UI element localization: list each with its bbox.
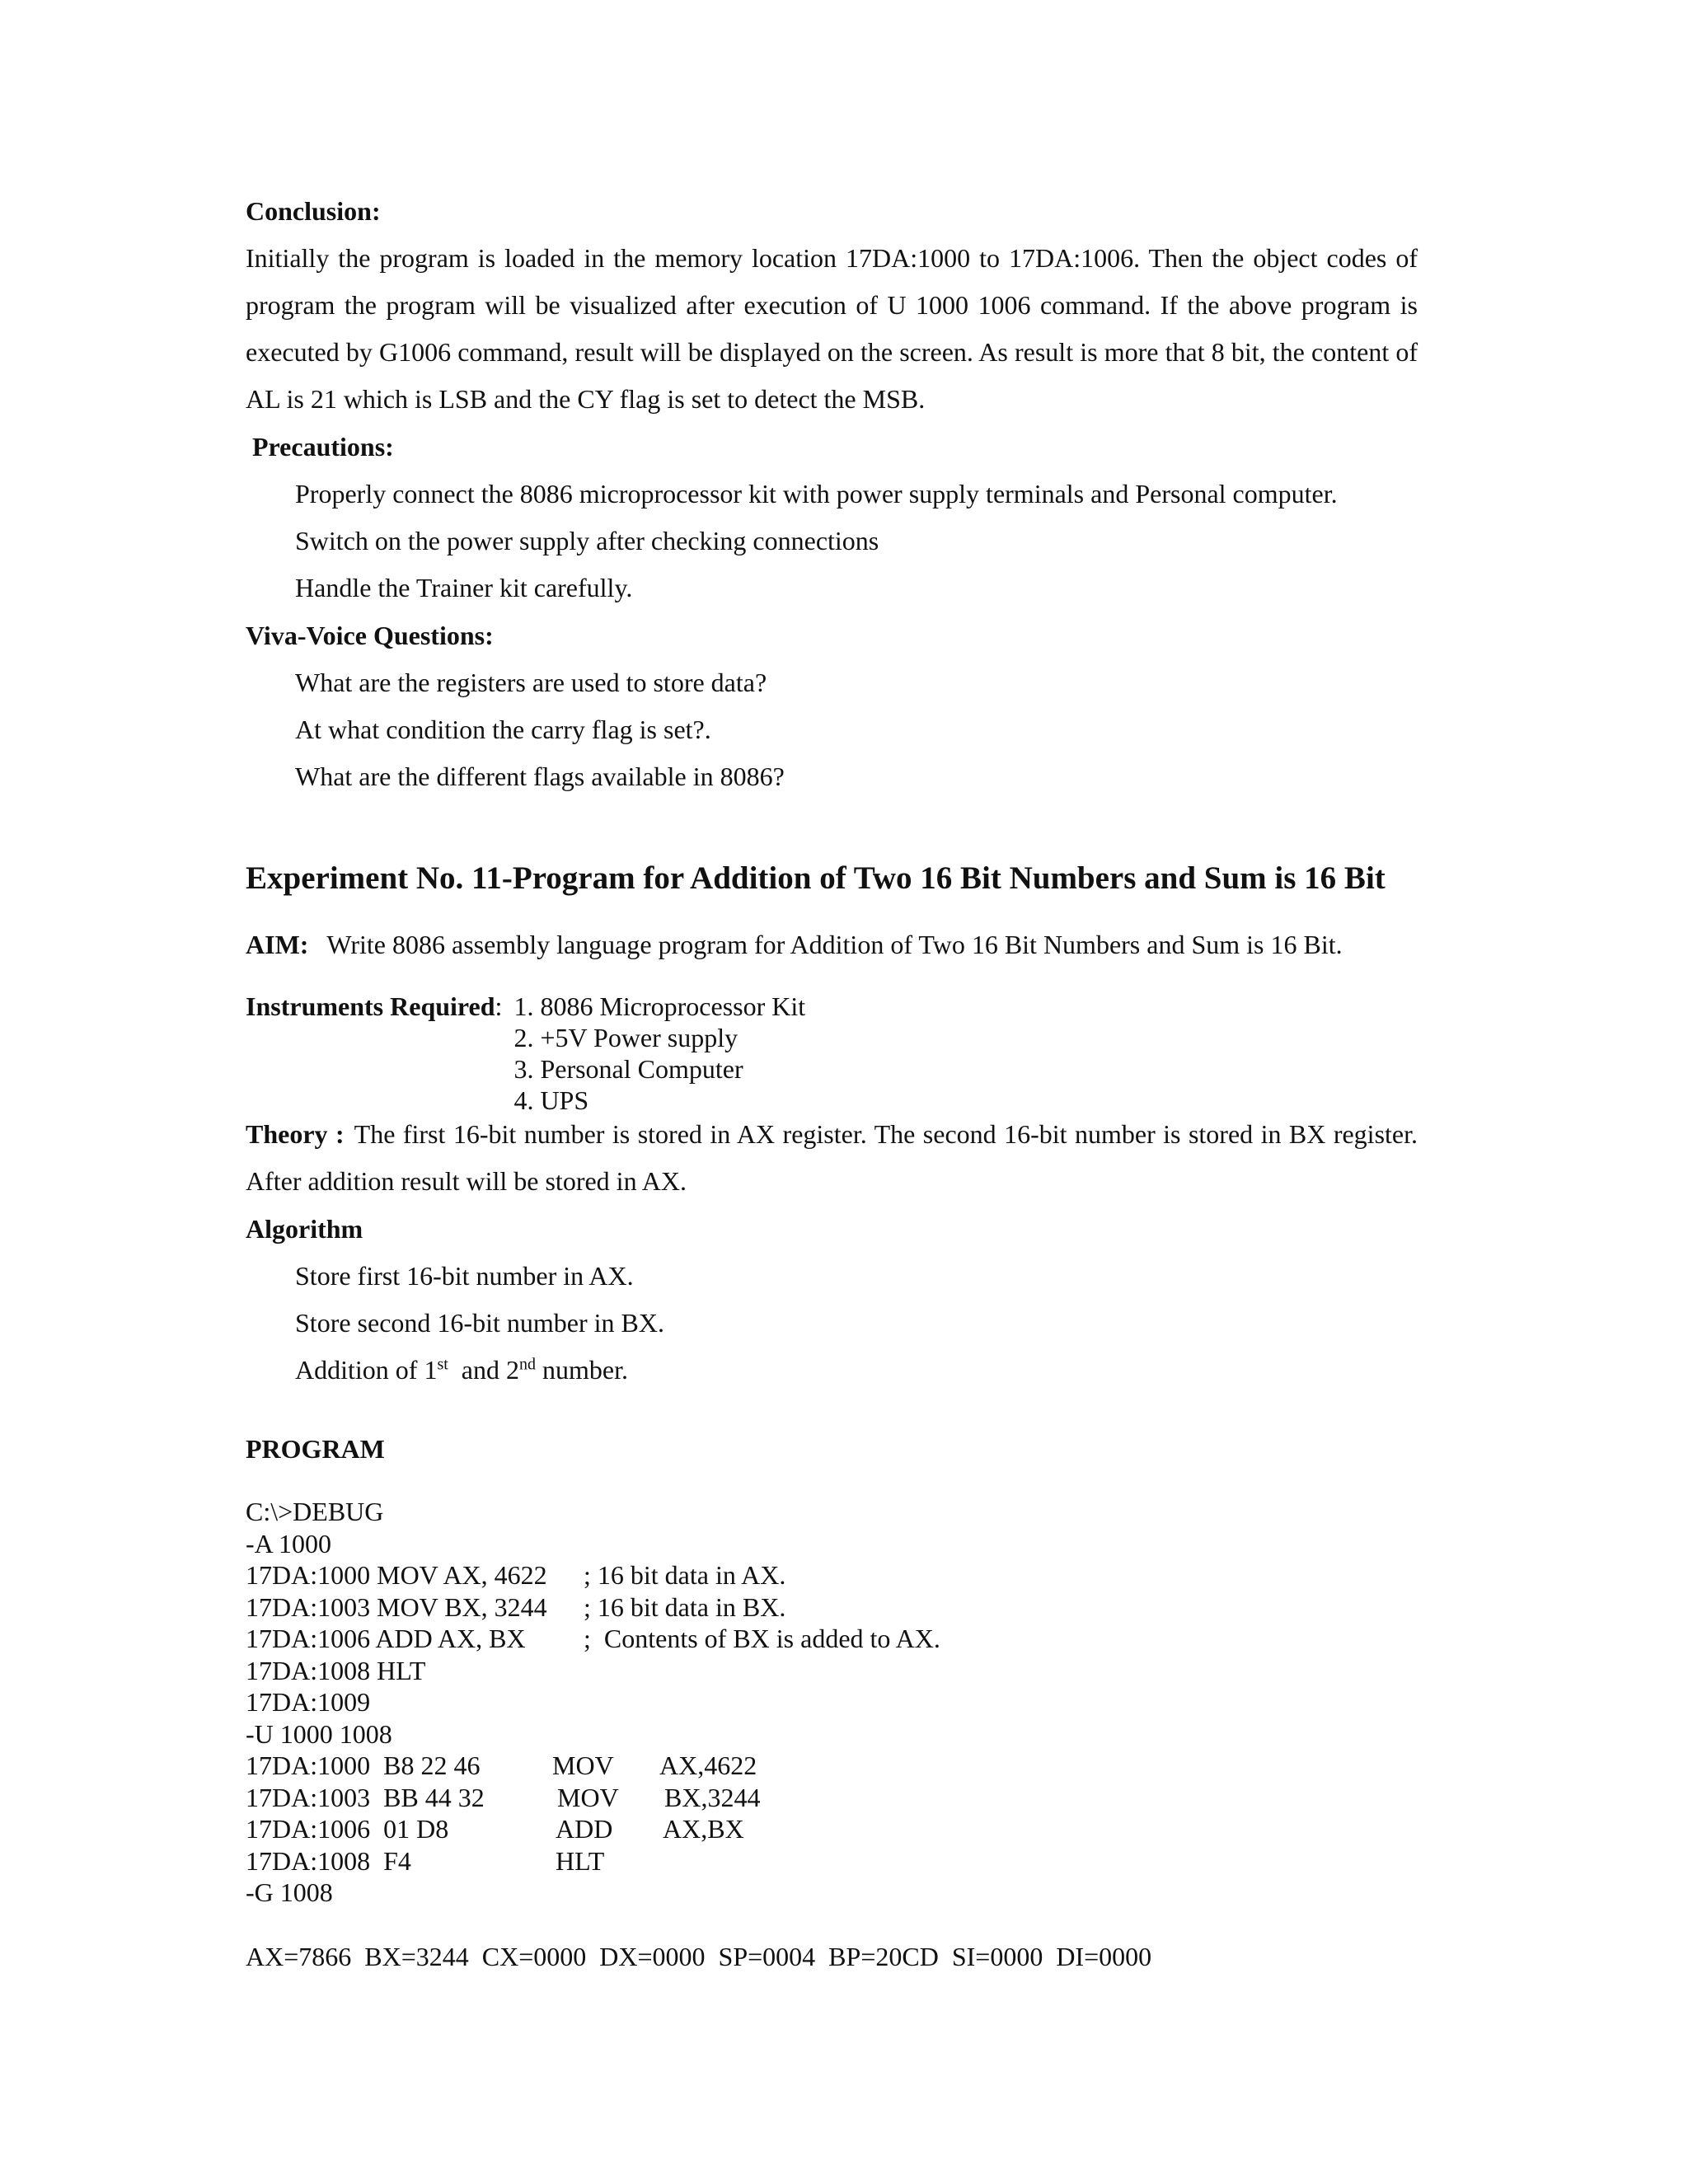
program-line: 17DA:1008 HLT (246, 1655, 426, 1685)
unasm-addr: 17DA:1006 01 D8 (246, 1814, 449, 1844)
instruments-label: Instruments Required: (246, 991, 503, 1021)
instruments-section (246, 991, 1418, 1116)
assemble-row (246, 1559, 1418, 1591)
conclusion-text: Initially the program is loaded in the memory location 17DA:1000 to 17DA:1006. Then the object codes of program the program will be visualized after execution of U 1000 1006 command. If the above program is executed by G1006 command, result will be displayed on the screen. As result is more that 8 bit, the content of AL is 21 which is LSB and the CY flag is set to detect the MSB. (246, 243, 1418, 414)
unasm-args: AX,BX (663, 1814, 744, 1844)
instrument-item: 3. Personal Computer (513, 1054, 743, 1084)
unasm-args: BX,3244 (664, 1782, 761, 1812)
theory-label: Theory : (246, 1119, 345, 1149)
instrument-item: 4. UPS (513, 1085, 589, 1115)
precautions-heading: Precautions: (252, 432, 394, 462)
program-heading: PROGRAM (246, 1434, 385, 1464)
theory-paragraph (246, 1111, 1418, 1205)
algorithm-section (246, 1206, 1418, 1394)
aim-label: AIM: (246, 930, 309, 959)
assemble-row (246, 1591, 1418, 1624)
precautions-list (246, 471, 1418, 612)
asm-code: 17DA:1003 MOV BX, 3244 (246, 1591, 547, 1622)
instrument-item: 2. +5V Power supply (513, 1023, 738, 1052)
viva-section (246, 612, 1418, 800)
theory-text: The first 16-bit number is stored in AX register. The second 16-bit number is stored in BX register. After addition result will be stored in AX. (246, 1119, 1418, 1196)
program-line: 17DA:1009 (246, 1687, 371, 1717)
aim-line (246, 921, 1418, 968)
experiment-title: Experiment No. 11-Program for Addition of Two 16 Bit Numbers and Sum is 16 Bit (246, 860, 1386, 896)
unasm-op: MOV (557, 1782, 619, 1812)
asm-code: 17DA:1000 MOV AX, 4622 (246, 1560, 547, 1590)
conclusion-heading: Conclusion: (246, 196, 381, 226)
instruments-list (513, 991, 805, 1116)
unasm-op: ADD (556, 1814, 613, 1844)
aim-text: Write 8086 assembly language program for Addition of Two 16 Bit Numbers and Sum is 16 Bit. (326, 930, 1343, 959)
unassemble-row (246, 1750, 1418, 1782)
unasm-addr: 17DA:1000 B8 22 46 (246, 1750, 481, 1780)
precaution-item: Properly connect the 8086 microprocessor kit with power supply terminals and Personal computer. (295, 479, 1338, 509)
unassemble-row (246, 1813, 1418, 1845)
unasm-args: AX,4622 (659, 1750, 757, 1780)
algorithm-list (246, 1253, 1418, 1394)
program-listing (246, 1496, 1418, 1909)
algorithm-step: Store second 16-bit number in BX. (295, 1308, 664, 1338)
experiment-header (246, 854, 1418, 903)
theory-section (246, 1111, 1418, 1205)
viva-question: At what condition the carry flag is set?. (295, 715, 711, 744)
aim-section (246, 921, 1418, 968)
register-line: AX=7866 BX=3244 CX=0000 DX=0000 SP=0004 BP=20CD SI=0000 DI=0000 (246, 1942, 1152, 1971)
asm-code: 17DA:1006 ADD AX, BX (246, 1624, 526, 1653)
precaution-item: Handle the Trainer kit carefully. (295, 573, 633, 602)
viva-question: What are the different flags available in 8086? (295, 762, 785, 791)
program-line: -A 1000 (246, 1528, 331, 1558)
algorithm-heading: Algorithm (246, 1214, 363, 1244)
algorithm-step: Addition of 1st and 2nd number. (295, 1355, 628, 1385)
register-dump (246, 1941, 1418, 1973)
program-heading-block (246, 1426, 1418, 1473)
unassemble-row (246, 1845, 1418, 1877)
asm-comment: ; Contents of BX is added to AX. (584, 1624, 940, 1653)
program-line: C:\>DEBUG (246, 1497, 384, 1526)
viva-heading: Viva-Voice Questions: (246, 621, 494, 650)
unasm-addr: 17DA:1003 BB 44 32 (246, 1782, 485, 1812)
precaution-item: Switch on the power supply after checking connections (295, 526, 879, 555)
unassemble-row (246, 1782, 1418, 1814)
asm-comment: ; 16 bit data in BX. (584, 1591, 786, 1622)
unasm-op: MOV (552, 1750, 614, 1780)
precautions-section (246, 424, 1418, 612)
viva-question: What are the registers are used to store data? (295, 668, 767, 697)
assemble-row (246, 1623, 1418, 1655)
viva-list (246, 659, 1418, 800)
unasm-addr: 17DA:1008 F4 (246, 1845, 411, 1876)
conclusion-section (246, 188, 1418, 423)
program-line: -G 1008 (246, 1877, 333, 1907)
unasm-op: HLT (556, 1845, 605, 1876)
algorithm-step: Store first 16-bit number in AX. (295, 1261, 634, 1291)
program-line: -U 1000 1008 (246, 1718, 392, 1749)
asm-comment: ; 16 bit data in AX. (584, 1560, 786, 1590)
instrument-item: 1. 8086 Microprocessor Kit (513, 991, 806, 1021)
